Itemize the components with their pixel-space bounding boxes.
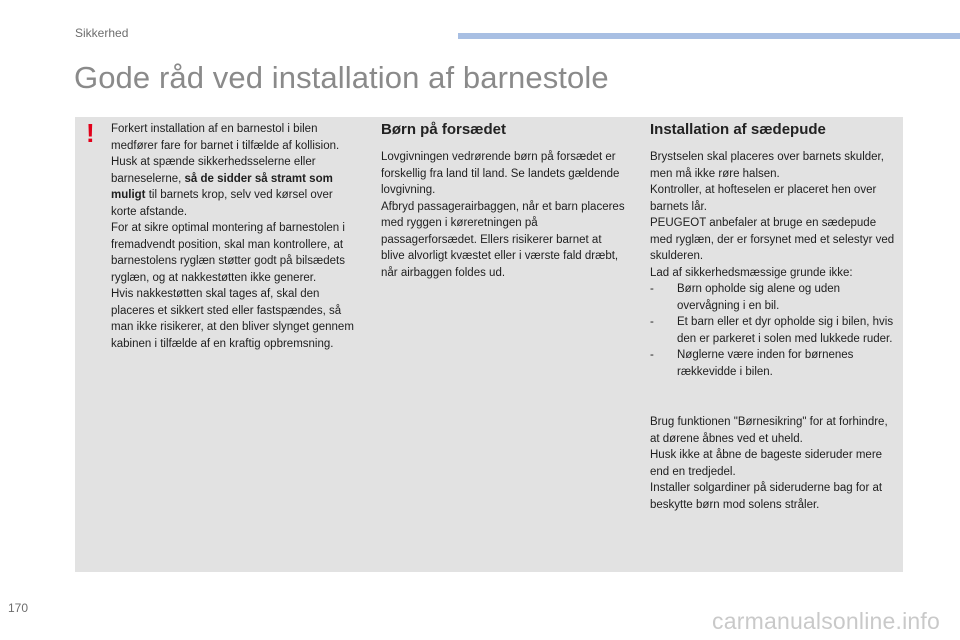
booster-paragraph-1: Brystselen skal placeres over barnets skulder, men må ikke røre halsen. xyxy=(650,151,884,180)
warning-paragraph-2: For at sikre optimal montering af barnestolen i fremadvendt position, skal man kontrollere, at barnestolens ryglæn støtter godt på bilsædets ryglæn, og at nakkestøtten ikke generer. xyxy=(111,222,345,284)
exclamation-warning-icon: ! xyxy=(86,118,95,148)
booster-paragraph-4: Lad af sikkerhedsmæssige grunde ikke: xyxy=(650,266,853,279)
booster-seat-heading: Installation af sædepude xyxy=(650,121,826,138)
section-label: Sikkerhed xyxy=(75,26,129,40)
booster-paragraph-6: Husk ikke at åbne de bageste sideruder mere end en tredjedel. xyxy=(650,449,883,478)
header-bar xyxy=(458,33,960,39)
front-seat-heading: Børn på forsædet xyxy=(381,121,507,138)
watermark: carmanualsonline.info xyxy=(712,608,940,634)
front-seat-paragraph-2: Afbryd passagerairbaggen, når et barn placeres med ryggen i køreretningen på passagerforsædet. Ellers risikerer barnet at blive alvorligt kvæstet eller i værste fald dræbt, når airbaggen foldes ud. xyxy=(381,200,625,279)
warning-paragraph-1: Forkert installation af en barnestol i bilen medfører fare for barnet i tilfælde af kollision. Husk at spænde sikkerhedsselerne eller barneselerne, så de sidder så stramt som muligt til barnets krop, selv ved kørsel over korte afstande. xyxy=(111,123,340,218)
spacer xyxy=(650,380,900,414)
page-number: 170 xyxy=(8,601,29,615)
booster-paragraph-3: PEUGEOT anbefaler at bruge en sædepude med ryglæn, der er forsynet med et selestyr ved skulderen. xyxy=(650,217,895,262)
booster-seat-column xyxy=(650,120,900,513)
warning-paragraph-3: Hvis nakkestøtten skal tages af, skal den placeres et sikkert sted eller fastspændes, så man ikke risikerer, at den bliver slynget gennem kabinen i tilfælde af en kraftig opbremsning. xyxy=(111,288,354,350)
booster-paragraph-5: Brug funktionen "Børnesikring" for at forhindre, at dørene åbnes ved et uheld. xyxy=(650,416,888,445)
booster-paragraph-7: Installer solgardiner på sideruderne bag for at beskytte børn mod solens stråler. xyxy=(650,482,883,511)
list-item: - Nøglerne være inden for børnenes rækkevidde i bilen. xyxy=(650,349,854,378)
page-title: Gode råd ved installation af barnestole xyxy=(74,60,609,95)
booster-paragraph-2: Kontroller, at hofteselen er placeret hen over barnets lår. xyxy=(650,184,877,213)
list-item: - Børn opholde sig alene og uden overvågning i en bil. xyxy=(650,283,841,312)
front-seat-column xyxy=(381,120,626,281)
warning-emphasis: så de sidder så stramt som muligt xyxy=(111,172,333,201)
list-item: - Et barn eller et dyr opholde sig i bilen, hvis den er parkeret i solen med lukkede ruder. xyxy=(650,316,894,345)
warning-column xyxy=(111,121,361,352)
front-seat-paragraph-1: Lovgivningen vedrørende børn på forsædet er forskellig fra land til land. Se landets gældende lovgivning. xyxy=(381,151,620,196)
